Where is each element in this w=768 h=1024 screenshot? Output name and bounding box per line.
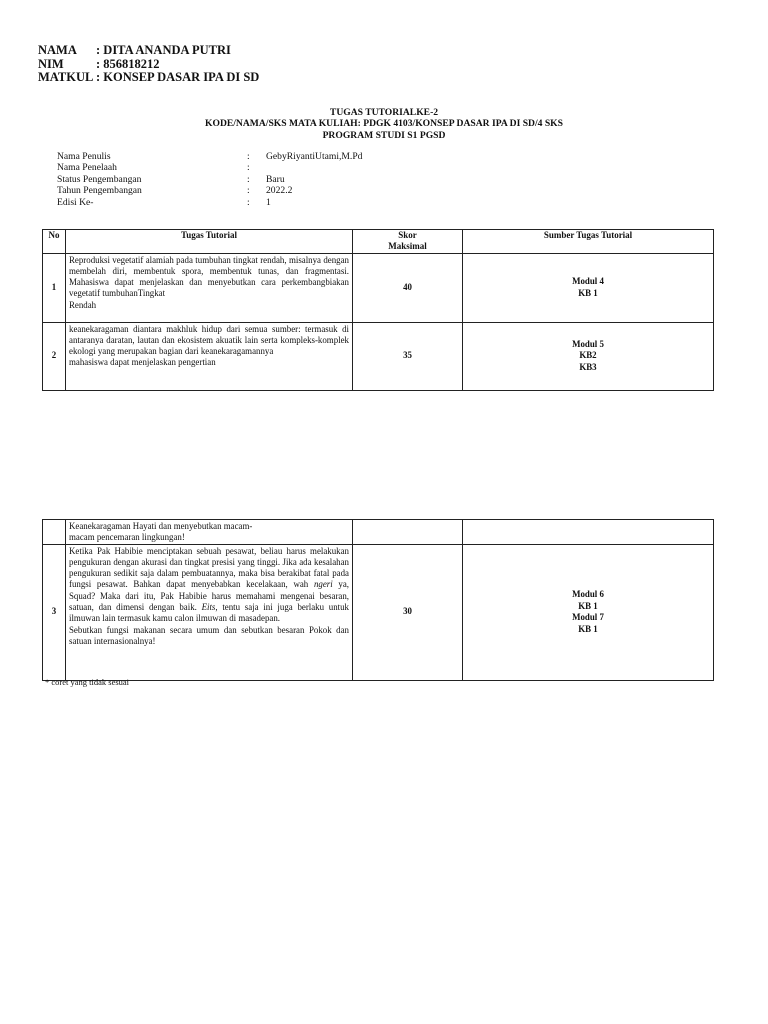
nim-value: : 856818212: [96, 56, 160, 71]
task-cell: [66, 520, 353, 545]
info-key: Edisi Ke-: [57, 196, 94, 208]
row-number: 2: [43, 322, 66, 390]
info-value: 2022.2: [266, 185, 293, 197]
row-number: 3: [43, 544, 66, 680]
info-row: [57, 174, 362, 185]
header-score: [353, 230, 463, 254]
header-no: No: [43, 230, 66, 254]
info-key: Tahun Pengembangan: [57, 185, 142, 197]
source-cell: [463, 520, 714, 545]
source-module: Modul 7: [572, 612, 604, 623]
source-module: Modul 5: [572, 338, 604, 349]
tutorial-table: [42, 229, 714, 391]
task-text-part: ya, Squad? Maka dari itu, Pak Habibie harus memahami mengenai besaran, satuan, dan dimensi dengan baik.: [69, 579, 349, 613]
source-cell: [463, 253, 714, 322]
source-kb: KB 1: [578, 287, 598, 298]
nim-label: NIM: [38, 56, 64, 71]
task-text-part: , tentu saja ini juga berlaku untuk ilmuwan lain termasuk kamu calon ilmuwan di masadepan.: [69, 602, 349, 624]
score-cell: [353, 520, 463, 545]
info-row: [57, 185, 362, 196]
footnote: * coret yang tidak sesuai: [45, 677, 130, 687]
nim-row: [38, 58, 259, 72]
score-cell: 40: [353, 253, 463, 322]
info-colon: :: [247, 151, 250, 162]
document-heading: [0, 107, 768, 141]
task-cell: [66, 253, 353, 322]
row-number: [43, 520, 66, 545]
source-module: Modul 4: [572, 276, 604, 287]
task-question: Sebutkan fungsi makanan secara umum dan sebutkan besaran Pokok dan satuan internasionalnya!: [69, 624, 349, 646]
table-row: [43, 253, 714, 322]
source-kb: KB 1: [578, 600, 598, 611]
task-text-part: Ketika Pak Habibie menciptakan sebuah pesawat, beliau harus melakukan pengukuran dengan akurasi dan tingkat presisi yang tinggi. Jika ada kesalahan pengukuran sedikit saja dalam pembuatannya, maka bisa berakibat fatal pada fungsi pesawat. Bahkan dapat menyebabkan kecelakaan, wah: [69, 545, 349, 590]
task-text: keanekaragaman diantara makhluk hidup dari semua sumber: termasuk di antaranya daratan, lautan dan ekosistem akuatik lain serta kompleks-komplek ekologi yang merupakan bagian dari keanekaragamannya: [69, 323, 349, 357]
tutorial-table-continued: [42, 519, 714, 681]
table-row: [43, 520, 714, 545]
table-row: [43, 544, 714, 680]
source-cell: [463, 544, 714, 680]
matkul-label: MATKUL: [38, 70, 94, 84]
info-block: [57, 151, 362, 208]
name-row: [38, 44, 259, 58]
source-cell: [463, 322, 714, 390]
info-value: 1: [266, 196, 271, 208]
score-cell: 30: [353, 544, 463, 680]
info-value: Baru: [266, 173, 285, 185]
info-value: GebyRiyantiUtami,M.Pd: [266, 151, 363, 162]
info-colon: :: [247, 162, 250, 174]
task-text: Reproduksi vegetatif alamiah pada tumbuhan tingkat rendah, misalnya dengan membelah diri, membentuk spora, membentuk tunas, dan fragmentasi. Mahasiswa dapat menjelaskan dan menyebutkan cara perkembangbiakan vegetatif tumbuhanTingkat: [69, 254, 349, 299]
header-source: Sumber Tugas Tutorial: [463, 230, 714, 254]
header-score-line2: Maksimal: [388, 241, 427, 252]
row-number: 1: [43, 253, 66, 322]
task-text-italic: Eits: [201, 602, 216, 613]
info-key: Status Pengembangan: [57, 173, 142, 185]
score-cell: 35: [353, 322, 463, 390]
header-score-line1: Skor: [398, 230, 417, 240]
matkul-row: [38, 71, 259, 85]
heading-program: PROGRAM STUDI S1 PGSD: [322, 129, 446, 141]
header-task: Tugas Tutorial: [66, 230, 353, 254]
continuation-line: Keanekaragaman Hayati dan menyebutkan macam-: [69, 521, 253, 531]
source-kb: KB2: [579, 350, 597, 361]
task-text-extra: mahasiswa dapat menjelaskan pengertian: [69, 357, 216, 368]
source-kb: KB3: [579, 361, 597, 372]
task-text: [69, 546, 349, 625]
matkul-value: : KONSEP DASAR IPA DI SD: [96, 70, 260, 84]
task-text-extra: Rendah: [69, 299, 97, 310]
info-colon: :: [247, 196, 250, 208]
name-value: : DITA ANANDA PUTRI: [96, 43, 231, 57]
continuation-line: macam pencemaran lingkungan!: [69, 532, 185, 543]
source-kb: KB 1: [578, 623, 598, 634]
info-key: Nama Penelaah: [57, 162, 117, 174]
student-identity: [38, 44, 259, 85]
table-row: [43, 322, 714, 390]
info-colon: :: [247, 185, 250, 197]
task-cell: [66, 544, 353, 680]
info-row: [57, 151, 362, 162]
source-module: Modul 6: [572, 589, 604, 600]
name-label: NAMA: [38, 43, 77, 57]
info-row: [57, 162, 362, 173]
task-text-italic: ngeri: [313, 579, 333, 590]
info-colon: :: [247, 173, 250, 185]
info-key: Nama Penulis: [57, 151, 111, 162]
heading-course: KODE/NAMA/SKS MATA KULIAH: PDGK 4103/KONSEP DASAR IPA DI SD/4 SKS: [205, 118, 563, 130]
task-cell: [66, 322, 353, 390]
heading-title: TUGAS TUTORIALKE-2: [329, 107, 439, 118]
info-row: [57, 197, 362, 208]
table-header-row: [43, 230, 714, 254]
